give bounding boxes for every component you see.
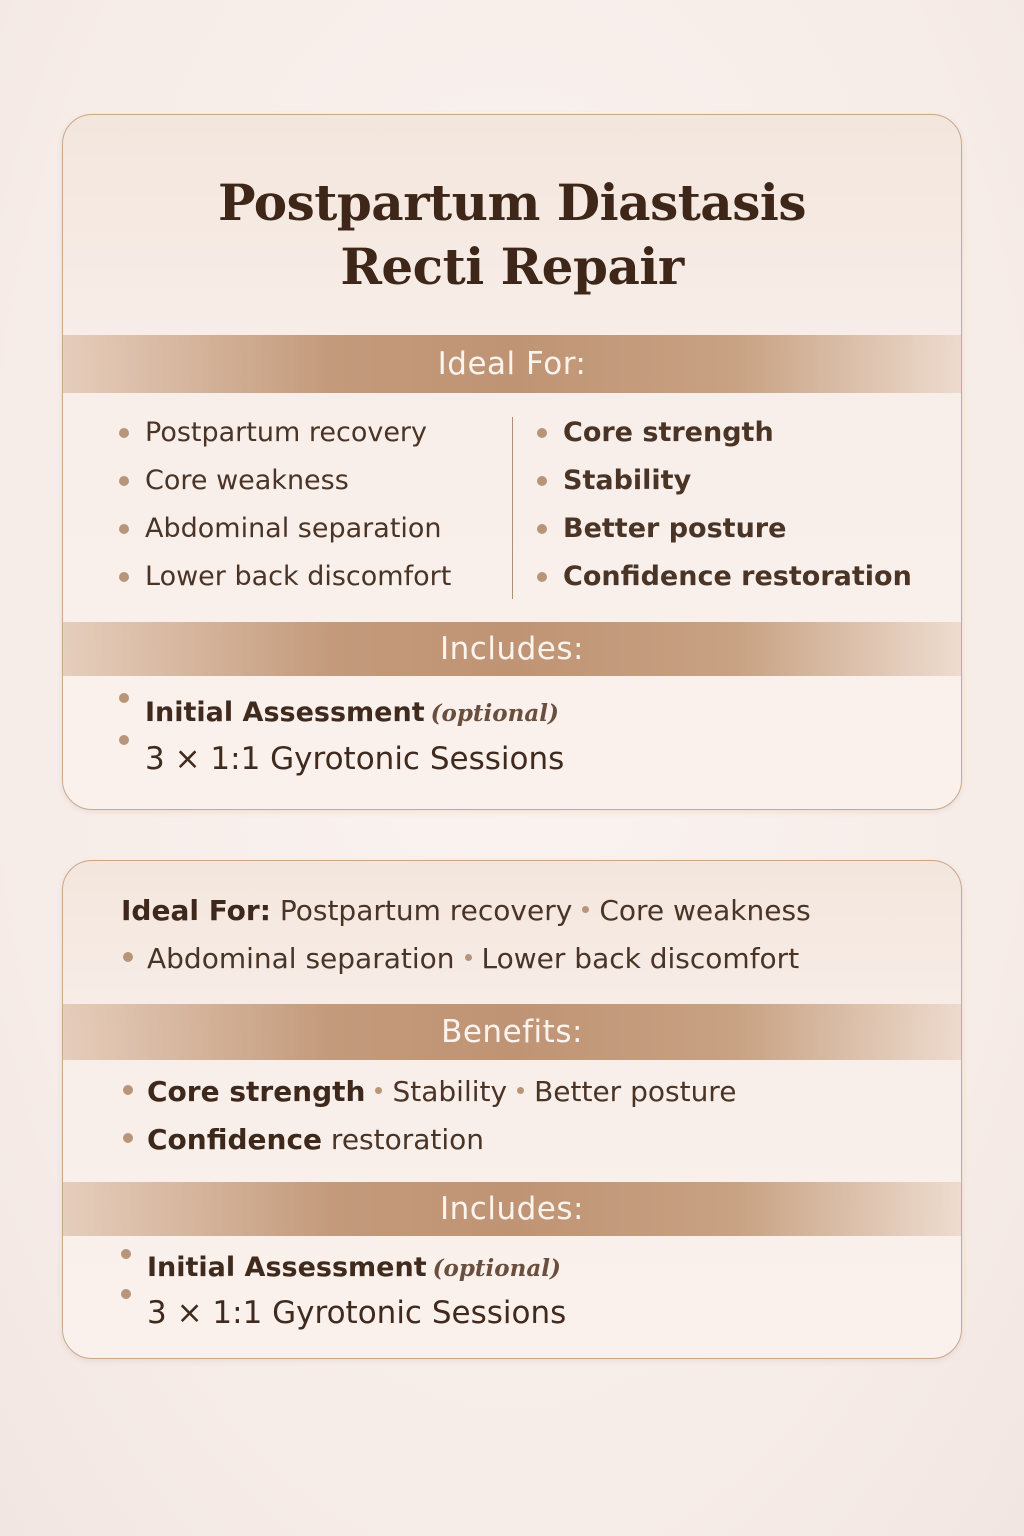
list-item xyxy=(117,735,564,783)
list-item xyxy=(119,1249,566,1289)
separator-dot xyxy=(375,1087,382,1094)
detailed-card xyxy=(62,114,962,810)
compact-card xyxy=(62,860,962,1359)
ideal-for-band xyxy=(63,335,961,393)
ideal-for-item: Abdominal separation xyxy=(147,942,455,975)
benefit-item-rest: restoration xyxy=(322,1123,485,1156)
list-item xyxy=(119,1289,566,1337)
sessions-label: 3 × 1:1 Gyrotonic Sessions xyxy=(147,1295,567,1331)
benefits-band xyxy=(63,1004,961,1060)
includes-band xyxy=(63,622,961,676)
separator-dot xyxy=(465,954,472,961)
benefit-item-bold: Confidence xyxy=(147,1123,323,1156)
optional-note: (optional) xyxy=(430,700,559,727)
benefit-item: Core strength xyxy=(147,1075,366,1108)
ideal-for-label: Ideal For: xyxy=(121,894,271,927)
list-item: Lower back discomfort xyxy=(117,557,451,605)
page-title xyxy=(63,171,961,299)
includes-list xyxy=(117,693,564,783)
list-item: Stability xyxy=(535,461,912,509)
list-item: Core strength xyxy=(535,413,912,461)
separator-dot xyxy=(582,906,589,913)
benefit-item: Better posture xyxy=(534,1075,737,1108)
bullet-dot xyxy=(123,1085,133,1095)
benefits-line-1 xyxy=(121,1068,736,1116)
benefits-list xyxy=(535,413,912,605)
list-item: Abdominal separation xyxy=(117,509,451,557)
benefits-line-2 xyxy=(121,1116,484,1164)
separator-dot xyxy=(517,1087,524,1094)
title-line-1: Postpartum Diastasis xyxy=(218,173,806,232)
assessment-label: Initial Assessment xyxy=(145,697,425,728)
column-divider xyxy=(512,417,513,599)
ideal-for-list xyxy=(117,413,451,605)
includes-heading: Includes: xyxy=(440,631,584,667)
ideal-for-item: Lower back discomfort xyxy=(481,942,800,975)
ideal-for-line-1 xyxy=(121,887,811,935)
assessment-label: Initial Assessment xyxy=(147,1252,427,1283)
ideal-for-heading: Ideal For: xyxy=(437,346,587,382)
list-item: Confidence restoration xyxy=(535,557,912,605)
bullet-dot xyxy=(123,952,133,962)
optional-note: (optional) xyxy=(432,1255,561,1282)
includes-band xyxy=(63,1182,961,1236)
title-line-2: Recti Repair xyxy=(340,237,684,296)
includes-heading: Includes: xyxy=(440,1191,584,1227)
ideal-for-item: Core weakness xyxy=(599,894,811,927)
benefit-item: Stability xyxy=(392,1075,508,1108)
list-item: Postpartum recovery xyxy=(117,413,451,461)
list-item xyxy=(117,693,564,735)
bullet-dot xyxy=(123,1133,133,1143)
ideal-for-line-2 xyxy=(121,935,799,983)
list-item: Better posture xyxy=(535,509,912,557)
benefits-heading: Benefits: xyxy=(441,1014,583,1050)
includes-list xyxy=(119,1249,566,1337)
sessions-label: 3 × 1:1 Gyrotonic Sessions xyxy=(145,741,565,777)
list-item: Core weakness xyxy=(117,461,451,509)
ideal-for-item: Postpartum recovery xyxy=(279,894,573,927)
